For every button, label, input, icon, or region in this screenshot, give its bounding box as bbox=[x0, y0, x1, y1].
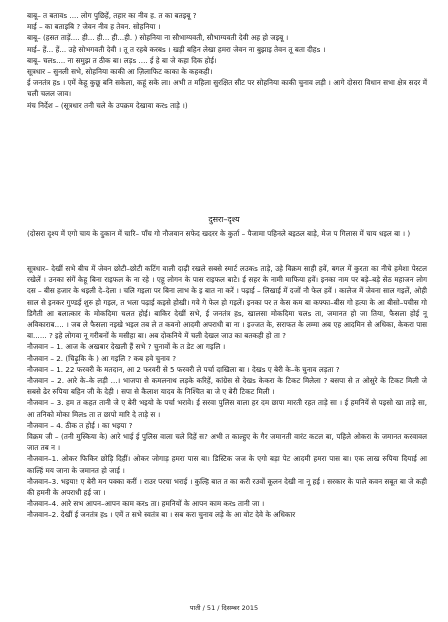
dialogue-main-section bbox=[27, 263, 427, 521]
dialogue-line: नौजवान–3. भइया! ए बेरी मन पक्का करीं । राउर परचा भराई । कुल्हि बात त का करी रउवों कूलन देखी ना नू हई । सरकार के पाले कवन सबूत बा जे कही की हमनी के अपराधी हई जा । bbox=[27, 476, 427, 498]
dialogue-line: विक्रम जी – (तनी मुस्किया के) आरे भाई ई पुलिस वाला चले दिहें स? अभी त काल्हुए के गैर जमानती वारंट कटल बा, पहिले ओकरा के जमानत करवावल जात तब न । bbox=[27, 432, 427, 453]
scene-heading bbox=[0, 207, 448, 226]
page-footer: पाती / 51 / दिसम्बर 2015 bbox=[189, 604, 259, 612]
stage-direction bbox=[27, 228, 427, 239]
dialogue-line: नौजवान – 3. हम त कहत तानी जे ए बेरी भइयो के पर्चा भरावे। ई सरवा पुलिस वाला हर दम छापा मारती रहत ताड़े सा । ई हमनियें से पइसो खा ताड़े सा, आ तनिको मोका मिलs ता त छापो मारि दे ताड़े स । bbox=[27, 398, 427, 419]
dialogue-line: नौजवान – 2. आरे के–के लड़ी ...। भाजपा से कमलनाथ लड़के करिहें, कांग्रेस से देखs केकरा के टिकट मिलेला ? बसपा से त ओसुरे के टिकट मिली जे सबसे ढेर रुपिया बहिन जी के देही । सपा से कैलाश यादव के निश्चित बा जे ए बेरी टिकट मिली । bbox=[27, 376, 427, 397]
dialogue-line: नौजवान – 1. आज के अखबार देखली हैं सभे ? चुनावों के त डेट आ गइलि । bbox=[27, 342, 226, 352]
dialogue-line: बाबू– त बतावs .... लोग पुछिहें, तहार का नीव ह. त का बतइबू ? bbox=[27, 11, 197, 20]
stage-direction-text: (दोसरा दृश्य में एगो चाय के दुकान में चारि– पाँच गो नौजवान सफेद खदरर के कुर्ता – पैजामा पहिनले बइठल बाड़े, मेज प गिलास में चाय धइल बा । ) bbox=[27, 229, 411, 238]
dialogue-line: नौजवान – 2. (चिढ़ुकि के ) आ गइलि ? कब हवे चुनाव ? bbox=[27, 353, 177, 363]
dialogue-line: नौजवान–2. देखीं ई जनतंत्र हs । एमें त सभे स्वतंत्र बा । सब करा चुनाव लड़े के आ वोट देवे के अधिकार bbox=[27, 510, 296, 520]
dialogue-line: नौजवान–1. ओकर फिकिर छोड़ि दिहीं। ओकर जोगाड़ हमरा पास बा। डिस्टिक जज के एगो बड़ा पेट आदमी हमरा पास बा। एक लाख रुपिया दियाई आ काल्हिं मय जाना के जमानत हो जाई । bbox=[27, 454, 427, 475]
dialogue-line: नौजवान – 4. ठीक त होई । का भइया ? bbox=[27, 420, 133, 430]
scene-title: दुसरा–दृश्य bbox=[208, 215, 240, 224]
dialogue-line: बाबू– चलs.... ना समुझ त ठीक बा। लड़s .... ई हे बा जे कहा दिक होई। bbox=[27, 55, 217, 65]
dialogue-top-section bbox=[27, 10, 427, 111]
dialogue-line: सूत्रधार – सुनली सभे, सोहनिया काकी आ ज़िलाफिट काका के कहकही। bbox=[27, 67, 213, 77]
dialogue-line: नौजवान – 1. 22 फरवरी के मतदान, आ 2 फरवरी से 5 फरवरी ले पर्चा दाखिला बा । देखs ए बेरी के–के चुनाव लड़ता ? bbox=[27, 364, 340, 374]
dialogue-line: माई – का बताइबि ? जेवन नीव ह तेवन. सोहनिया । bbox=[27, 22, 161, 32]
dialogue-line: माई– हें... हें... उहे सोभगवती देवी । तू त रहबे करबs । खड़ी बहिन लेखा हमरा जेवन ना बुझाइ तेवन तू बता दीहs । bbox=[27, 44, 326, 54]
dialogue-line: नौजवान–4. आरे सभ आपन–आपन काम करs ता। हमनियों के आपन काम करs तानी जा । bbox=[27, 499, 265, 509]
dialogue-line: मंच निर्देश – (सूत्रधार तनी चले के उपक्रम देखावा करs ताड़े ।) bbox=[27, 100, 188, 110]
dialogue-line: ई जनतंत्र हs । एमें केहू कुछू बनि सकेला, कहूं सके ला। अभी त महिला सुरक्षित सीट पर सोहनिया काकी चुनाव लड़ी । आगे दोसरा विधान सभा क्षेत्र सदर में चली चलल जाव। bbox=[27, 78, 427, 99]
dialogue-line: सूत्रधार– देखीं सभे बीच में जेवन छोटी–छोटी कटिंग वाली दाढ़ी रखले सबसे स्मार्ट लउकs ताड़े, उहे विक्रम साही हवें, बगल में कुरता का नीचे हमेशा पेस्टल रखेलें । उनका संगें केहू बिना राइफल के ना रहे । एहू लोगन के पास राइफल बाटे। ई सहर के नामी माफिया हवें। इनका नाम पर बड़े–बड़े सेठ महाजन लोग दस – बीस हजार के थइली दे–देला । चलि गइला पर बिना लाभ के इ बात ना करें । पढ़ाई – लिखाई में दजों नौ फेल हवें । कालेज में जेवना साल गइलें, ओही साल से इनकर गुण्डई शुरु हो गइल, त भला पढ़ाई कइसे होखी। गवे गे फेल हो गइलें। इनका पर त केस कम बा कफ्फा–बीस गो हत्या के आ बीसो–पचीस गो डिगैती आ बलात्कार के मोकदिमा चलत होई। बाकिर देखीं सभे, ई जनतंत्र हs, खालसा मोकदिमा चलs ता, जमानत हो जा तिया, फैसला होई नू अविकाराब.... । जब ले फैसला नइखे भइल तब ले त कवनो आदमी अपराधी बा ना । इज्जत के, सराफत के लम्मा अब एह आदमिन से अधिका, केकरा पास बा...... ? इहे लोगवा नू गरीबनों के मसीहा बा। अब दोकनिये में चली देखल जाउ का बतकही हो ता ? bbox=[27, 264, 427, 341]
dialogue-line: बाबू– (हसत ताड़ें.... ही... ही... ही...ही. ) सोहनिया ना सौभाग्यवती, सौभाग्यवती देवी अह हो जइबू । bbox=[27, 33, 289, 43]
